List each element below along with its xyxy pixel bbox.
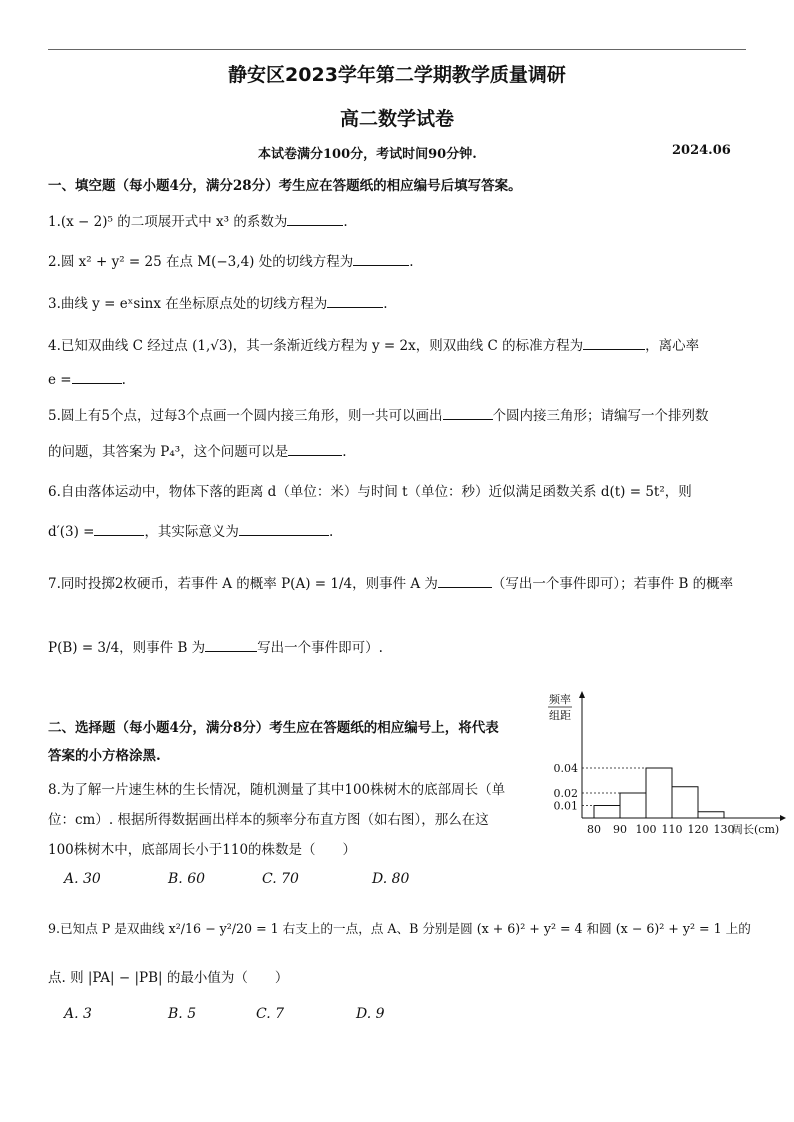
question-4-cont: e = . bbox=[48, 372, 126, 388]
section2-heading-cont: 答案的小方格涂黑. bbox=[48, 748, 161, 764]
x-axis-label: 周长(cm) bbox=[732, 823, 780, 836]
x-tick-label: 110 bbox=[661, 823, 683, 836]
question-4-text: 4.已知双曲线 C 经过点 (1,√3)，其一条渐近线方程为 y = 2x，则双曲线 C 的标准方程为 bbox=[48, 338, 584, 354]
histogram-bar bbox=[620, 793, 646, 818]
question-9-cont: 点. 则 |PA| − |PB| 的最小值为（ ） bbox=[48, 970, 289, 986]
exam-title: 静安区2023学年第二学期教学质量调研 bbox=[228, 64, 566, 86]
question-7 bbox=[48, 572, 733, 592]
question-1-text: 1.(x − 2)⁵ 的二项展开式中 x³ 的系数为 bbox=[48, 214, 288, 230]
x-tick-label: 100 bbox=[635, 823, 657, 836]
question-7-text-d: 写出一个事件即可）. bbox=[257, 640, 383, 656]
question-8: 8.为了解一片速生林的生长情况，随机测量了其中100株树木的底部周长（单 bbox=[48, 782, 506, 798]
question-7-text-b: （写出一个事件即可）；若事件 B 的概率 bbox=[491, 576, 734, 592]
answer-blank[interactable] bbox=[438, 574, 492, 588]
question-6 bbox=[48, 480, 692, 500]
option-b[interactable]: B. 60 bbox=[168, 871, 206, 887]
question-1: 1.(x − 2)⁵ 的二项展开式中 x³ 的系数为 . bbox=[48, 214, 348, 230]
frequency-histogram bbox=[544, 688, 790, 842]
histogram-bar bbox=[698, 812, 724, 818]
y-axis-label-bottom: 组距 bbox=[549, 709, 571, 722]
question-5 bbox=[48, 404, 709, 424]
y-tick-label: 0.02 bbox=[553, 787, 578, 800]
question-5-text: 5.圆上有5个点，过每3个点画一个圆内接三角形，则一共可以画出 bbox=[48, 408, 443, 424]
exam-subtitle: 高二数学试卷 bbox=[339, 108, 454, 130]
option-a[interactable]: A. 30 bbox=[64, 871, 101, 887]
top-rule bbox=[48, 49, 746, 50]
y-axis-arrow bbox=[579, 691, 585, 698]
option-c[interactable]: C. 7 bbox=[256, 1006, 285, 1022]
section1-heading: 一、填空题（每小题4分，满分28分）考生应在答题纸的相应编号后填写答案。 bbox=[48, 178, 522, 194]
x-tick-label: 80 bbox=[587, 823, 601, 836]
answer-blank[interactable] bbox=[287, 212, 343, 226]
question-6-cont: d′(3) = ，其实际意义为 . bbox=[48, 524, 334, 540]
question-7-cont bbox=[48, 636, 383, 656]
question-5-text-b: 个圆内接三角形；请编写一个排列数 bbox=[492, 408, 709, 424]
section2-heading: 二、选择题（每小题4分，满分8分）考生应在答题纸的相应编号上，将代表 bbox=[48, 720, 499, 736]
question-2: 2.圆 x² + y² = 25 在点 M(−3,4) 处的切线方程为 . bbox=[48, 254, 414, 270]
option-b[interactable]: B. 5 bbox=[168, 1006, 197, 1022]
question-6-text-c: ，其实际意义为 bbox=[144, 524, 239, 540]
x-tick-label: 90 bbox=[613, 823, 627, 836]
question-6-text-b: d′(3) = bbox=[48, 524, 95, 540]
question-5-cont: 的问题，其答案为 P₄³，这个问题可以是 . bbox=[48, 444, 347, 460]
answer-blank[interactable] bbox=[239, 522, 329, 536]
question-6-text: 6.自由落体运动中，物体下落的距离 d（单位：米）与时间 t（单位：秒）近似满足函数关系 d(t) = 5t²，则 bbox=[48, 484, 692, 500]
question-3: 3.曲线 y = eˣsinx 在坐标原点处的切线方程为 . bbox=[48, 296, 388, 312]
answer-blank[interactable] bbox=[443, 406, 493, 420]
question-9: 9.已知点 P 是双曲线 x²/16 − y²/20 = 1 右支上的一点，点 A、B 分别是圆 (x + 6)² + y² = 4 和圆 (x − 6)² + y² = 1 上的 bbox=[48, 921, 751, 936]
question-5-text-c: 的问题，其答案为 P₄³，这个问题可以是 bbox=[48, 444, 289, 460]
question-7-text-c: P(B) = 3/4，则事件 B 为 bbox=[48, 640, 206, 656]
option-a[interactable]: A. 3 bbox=[64, 1006, 92, 1022]
answer-blank[interactable] bbox=[94, 522, 144, 536]
question-4 bbox=[48, 334, 699, 354]
option-c[interactable]: C. 70 bbox=[262, 871, 299, 887]
question-4-text-c: e = bbox=[48, 372, 72, 388]
option-d[interactable]: D. 9 bbox=[356, 1006, 385, 1022]
x-tick-label: 130 bbox=[713, 823, 735, 836]
answer-blank[interactable] bbox=[205, 638, 257, 652]
question-3-text: 3.曲线 y = eˣsinx 在坐标原点处的切线方程为 bbox=[48, 296, 328, 312]
histogram-bar bbox=[672, 787, 698, 818]
x-axis-arrow bbox=[780, 815, 786, 821]
histogram-svg bbox=[544, 688, 790, 838]
question-8-cont2: 100株树木中，底部周长小于110的株数是（ ） bbox=[48, 842, 357, 858]
x-tick-label: 120 bbox=[687, 823, 709, 836]
answer-blank[interactable] bbox=[353, 252, 409, 266]
option-d[interactable]: D. 80 bbox=[372, 871, 410, 887]
answer-blank[interactable] bbox=[327, 294, 383, 308]
histogram-bar bbox=[594, 806, 620, 819]
exam-date: 2024.06 bbox=[672, 143, 731, 158]
question-8-cont: 位：cm）. 根据所得数据画出样本的频率分布直方图（如右图），那么在这 bbox=[48, 812, 489, 828]
question-7-text: 7.同时投掷2枚硬币，若事件 A 的概率 P(A) = 1/4，则事件 A 为 bbox=[48, 576, 438, 592]
answer-blank[interactable] bbox=[583, 336, 645, 350]
histogram-bar bbox=[646, 768, 672, 818]
answer-blank[interactable] bbox=[72, 370, 122, 384]
y-tick-label: 0.04 bbox=[553, 762, 578, 775]
answer-blank[interactable] bbox=[288, 442, 342, 456]
exam-note: 本试卷满分100分，考试时间90分钟. bbox=[258, 147, 477, 162]
y-tick-label: 0.01 bbox=[553, 799, 578, 813]
question-4-text-b: ，离心率 bbox=[645, 338, 700, 354]
question-2-text: 2.圆 x² + y² = 25 在点 M(−3,4) 处的切线方程为 bbox=[48, 254, 354, 270]
y-axis-label-top: 频率 bbox=[549, 693, 571, 706]
